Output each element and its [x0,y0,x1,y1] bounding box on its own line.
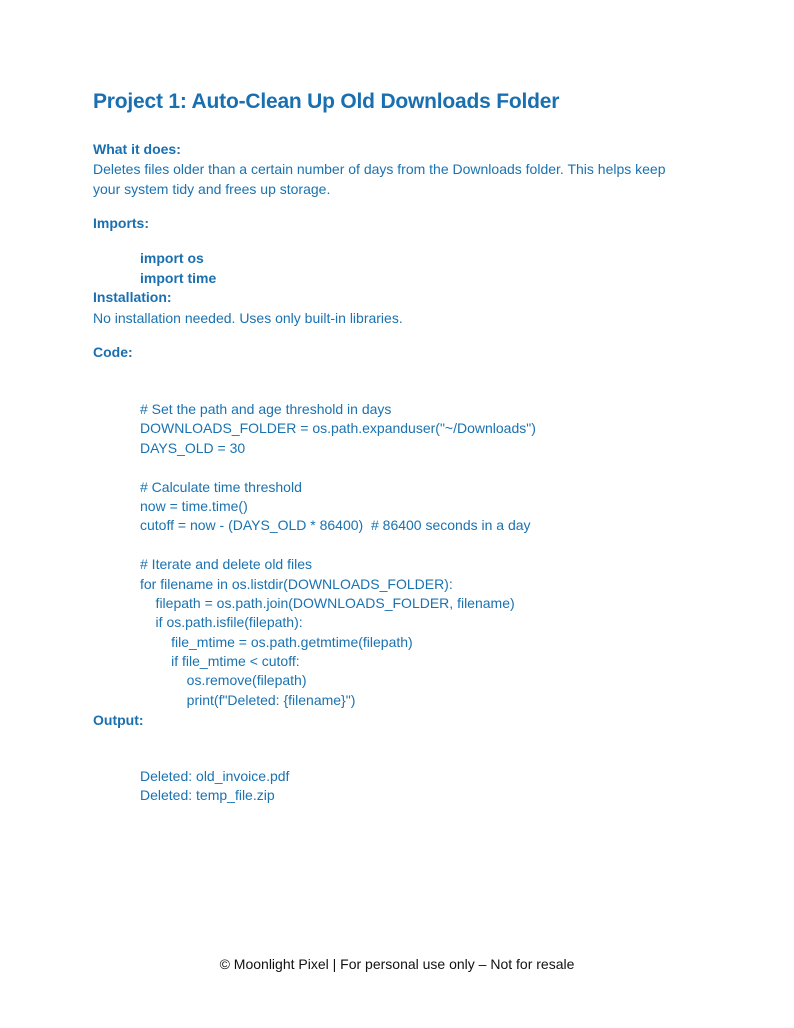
installation-heading: Installation: [93,289,172,305]
output-line: Deleted: temp_file.zip [140,787,275,804]
code-line: file_mtime = os.path.getmtime(filepath) [140,633,413,650]
what-it-does-heading: What it does: [93,141,181,157]
footer-copyright: © Moonlight Pixel | For personal use only – Not for resale [219,956,575,972]
what-it-does-text: Deletes files older than a certain number of days from the Downloads folder. This helps keep your system tidy and frees up storage. [93,161,666,197]
code-line: now = time.time() [140,497,248,514]
code-line [140,536,536,555]
imports-heading: Imports: [93,215,149,231]
output-block [140,767,289,806]
code-heading: Code: [93,344,133,360]
output-line: Deleted: old_invoice.pdf [140,768,290,784]
code-line: filepath = os.path.join(DOWNLOADS_FOLDER, filename) [140,594,515,611]
code-line [140,458,536,477]
code-block [140,400,536,710]
output-heading: Output: [93,712,144,728]
code-line: # Iterate and delete old files [140,556,313,573]
code-line: cutoff = now - (DAYS_OLD * 86400) # 86400 seconds in a day [140,517,531,534]
code-line: # Set the path and age threshold in days [140,401,392,417]
code-line: if os.path.isfile(filepath): [140,614,303,631]
code-line: for filename in os.listdir(DOWNLOADS_FOLDER): [140,575,453,592]
installation-text: No installation needed. Uses only built-in libraries. [93,310,403,326]
page-title: Project 1: Auto-Clean Up Old Downloads Folder [93,90,560,113]
code-line: print(f"Deleted: {filename}") [140,691,356,708]
code-line: DAYS_OLD = 30 [140,439,246,456]
import-line: import time [140,270,217,286]
code-line: if file_mtime < cutoff: [140,653,300,670]
import-line: import os [140,250,204,266]
code-line: DOWNLOADS_FOLDER = os.path.expanduser("~/Downloads") [140,420,536,437]
code-line: # Calculate time threshold [140,478,302,495]
code-line: os.remove(filepath) [140,672,307,689]
